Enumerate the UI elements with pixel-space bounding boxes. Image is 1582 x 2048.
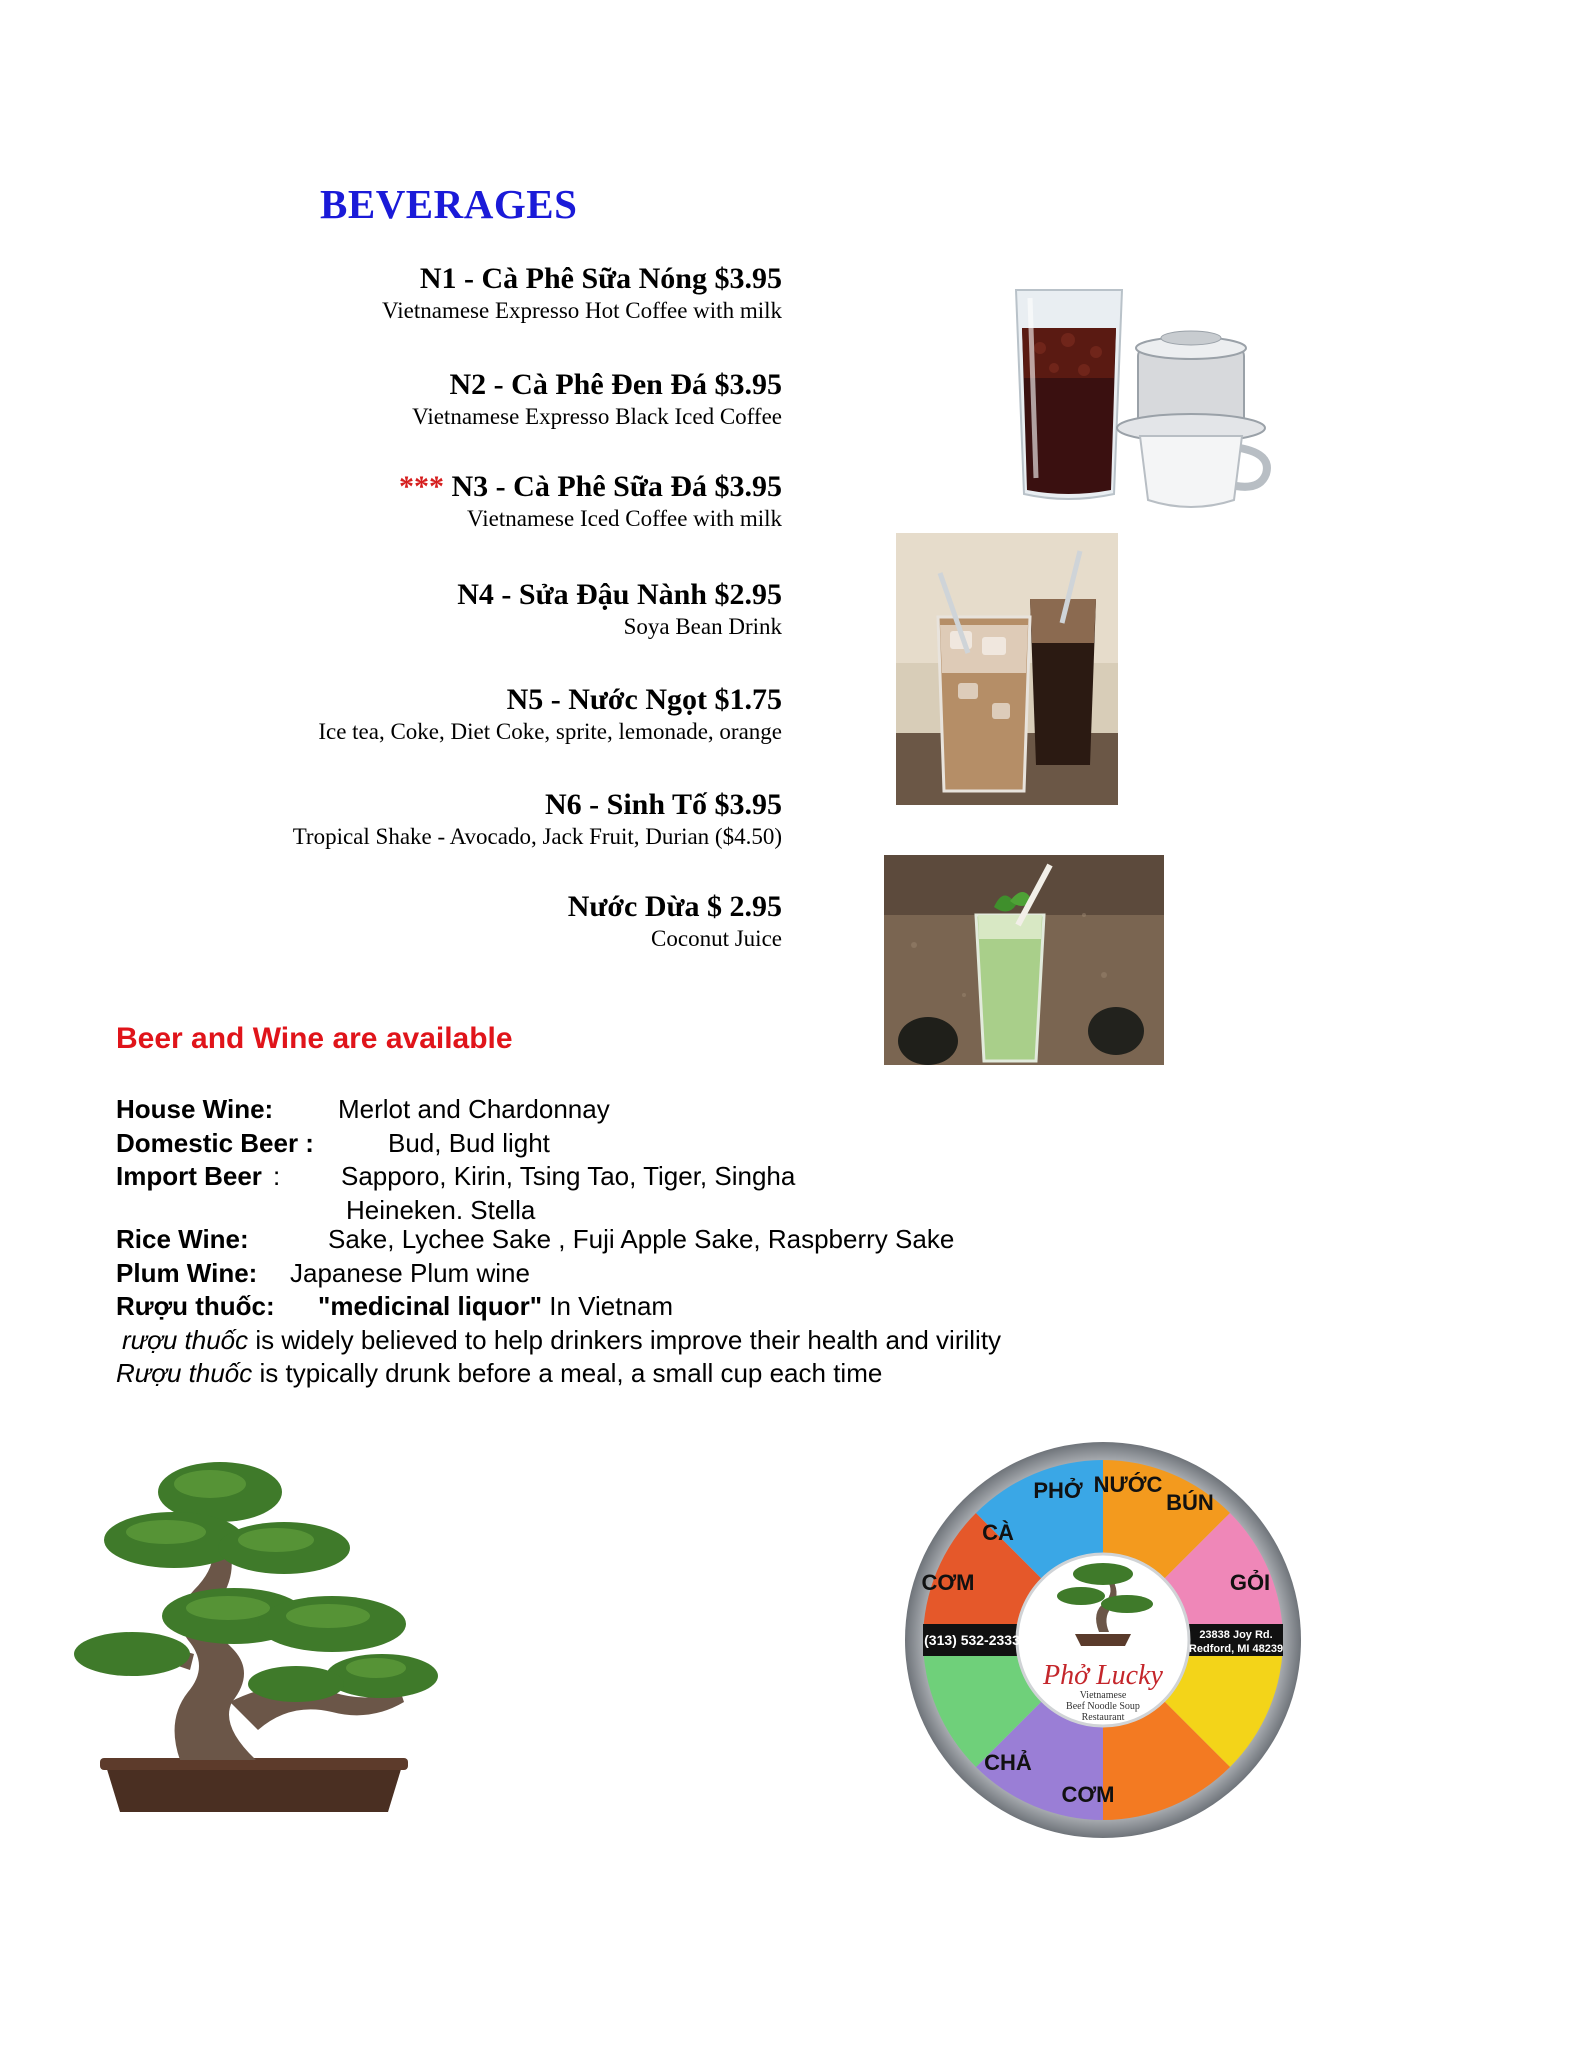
logo-segment-label: GỎI <box>1229 1570 1271 1595</box>
bonsai-tree-image <box>70 1440 460 1820</box>
logo-address: Redford, MI 48239 <box>1188 1643 1284 1655</box>
item-name: N1 - Cà Phê Sữa Nóng $3.95 <box>419 262 782 295</box>
logo-phone: (313) 532-2333 <box>924 1632 1020 1648</box>
domestic-beer-label: Domestic Beer : <box>116 1127 314 1158</box>
menu-item <box>568 890 782 954</box>
item-description: Vietnamese Expresso Hot Coffee with milk <box>382 298 782 323</box>
menu-item <box>399 470 782 534</box>
item-description: Vietnamese Expresso Black Iced Coffee <box>412 404 782 429</box>
rice-wine-value: Sake, Lychee Sake , Fuji Apple Sake, Raspberry Sake <box>328 1224 955 1254</box>
item-name: N5 - Nước Ngọt $1.75 <box>506 683 782 716</box>
logo-segment-label: CƠM <box>921 1570 975 1595</box>
menu-item <box>318 683 782 747</box>
item-description: Ice tea, Coke, Diet Coke, sprite, lemonade, orange <box>318 719 782 744</box>
plum-wine-label: Plum Wine: <box>116 1257 258 1288</box>
menu-title: BEVERAGES <box>320 181 578 227</box>
logo-segment-label: CƠM <box>1061 1782 1115 1807</box>
menu-item <box>457 578 782 642</box>
domestic-beer-value: Bud, Bud light <box>388 1127 550 1158</box>
import-beer-value-2: Heineken. Stella <box>346 1194 536 1225</box>
logo-address: 23838 Joy Rd. <box>1199 1629 1273 1641</box>
logo-segment-label: PHỞ <box>1033 1478 1083 1503</box>
menu-item <box>412 368 782 432</box>
item-name: N2 - Cà Phê Đen Đá $3.95 <box>449 368 782 401</box>
item-description: Coconut Juice <box>651 926 782 951</box>
item-name: N3 - Cà Phê Sữa Đá $3.95 <box>444 470 782 503</box>
rice-wine-label: Rice Wine: <box>116 1224 249 1254</box>
medicinal-liquor-term: "medicinal liquor" <box>318 1291 543 1321</box>
item-description: Vietnamese Iced Coffee with milk <box>467 506 782 531</box>
item-name: N4 - Sửa Đậu Nành $2.95 <box>457 578 782 611</box>
menu-item <box>382 262 782 326</box>
note-italic-term: Rượu thuốc <box>116 1358 253 1388</box>
import-beer-colon: : <box>273 1161 281 1191</box>
logo-segment-label: BÚN <box>1166 1490 1214 1515</box>
iced-milk-coffee-photo <box>896 533 1118 805</box>
item-name: N6 - Sinh Tố $3.95 <box>544 788 782 821</box>
logo-tagline: Beef Noodle Soup <box>1066 1701 1140 1712</box>
note-text: is widely believed to help drinkers improve their health and virility <box>248 1324 1002 1355</box>
note-text: is typically drunk before a meal, a small cup each time <box>252 1358 883 1388</box>
logo-segment-label: NƯỚC <box>1093 1472 1163 1497</box>
medicinal-liquor-label: Rượu thuốc: <box>116 1291 275 1321</box>
menu-item <box>293 788 782 852</box>
logo-segment-label: CHẢ <box>984 1750 1032 1775</box>
item-description: Tropical Shake - Avocado, Jack Fruit, Durian ($4.50) <box>292 824 782 849</box>
avocado-shake-photo <box>884 855 1164 1065</box>
plum-wine-value: Japanese Plum wine <box>290 1257 530 1288</box>
item-description: Soya Bean Drink <box>623 614 782 639</box>
house-wine-label: House Wine: <box>116 1094 274 1124</box>
logo-brand: Phở Lucky <box>1043 1660 1163 1691</box>
iced-coffee-phin-photo <box>1010 268 1290 513</box>
featured-stars: *** <box>399 470 444 503</box>
pho-lucky-logo <box>898 1440 1308 1840</box>
logo-segment-label: CÀ <box>982 1520 1014 1545</box>
note-italic-term: rượu thuốc <box>122 1324 249 1355</box>
house-wine-value: Merlot and Chardonnay <box>338 1094 610 1124</box>
import-beer-value: Sapporo, Kirin, Tsing Tao, Tiger, Singha <box>341 1161 796 1191</box>
import-beer-label: Import Beer <box>116 1161 262 1191</box>
logo-tagline: Restaurant <box>1081 1712 1125 1723</box>
medicinal-liquor-value: In Vietnam <box>542 1291 674 1321</box>
item-name: Nước Dừa $ 2.95 <box>567 890 782 923</box>
beer-wine-heading: Beer and Wine are available <box>116 1022 513 1055</box>
logo-tagline: Vietnamese <box>1079 1690 1127 1701</box>
